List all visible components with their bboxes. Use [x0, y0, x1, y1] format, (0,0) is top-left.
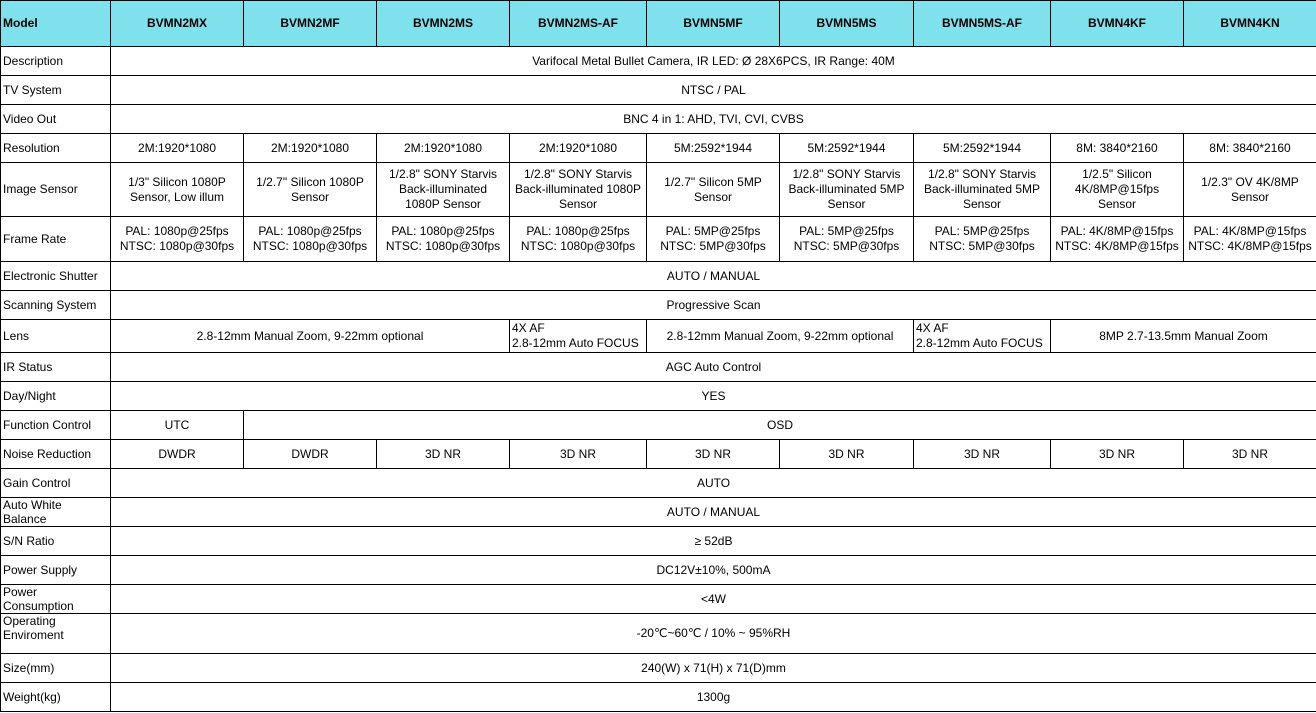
frame-rate-ntsc: NTSC: 1080p@30fps: [119, 239, 235, 253]
sensor-line: 1/2.7" Silicon 5MP: [664, 174, 762, 189]
image-sensor-value: [1184, 163, 1316, 217]
size-value: 240(W) x 71(H) x 71(D)mm: [111, 654, 1316, 683]
scanning-system-value: Progressive Scan: [111, 291, 1316, 320]
sensor-line: Sensor: [1097, 197, 1137, 211]
frame-rate-pal: PAL: 1080p@25fps: [391, 224, 495, 238]
frame-rate-ntsc: NTSC: 5MP@30fps: [660, 239, 766, 253]
size-row: [1, 654, 1316, 683]
noise-reduction-value: 3D NR: [914, 440, 1051, 469]
noise-reduction-value: 3D NR: [377, 440, 510, 469]
sensor-line: 4K/8MP@15fps: [1074, 182, 1160, 196]
sensor-line: 1/2.8" SONY Starvis: [388, 167, 498, 181]
frame-rate-value: [1184, 217, 1316, 262]
noise-reduction-value: 3D NR: [647, 440, 780, 469]
electronic-shutter-row: [1, 262, 1316, 291]
awb-value: AUTO / MANUAL: [111, 498, 1316, 527]
sensor-line: Back-illuminated 5MP: [923, 182, 1041, 196]
row-label-electronic-shutter: Electronic Shutter: [1, 262, 111, 291]
sensor-line: 1/2.8" SONY Starvis: [927, 167, 1037, 181]
frame-rate-ntsc: NTSC: 1080p@30fps: [252, 239, 368, 253]
noise-reduction-value: DWDR: [244, 440, 377, 469]
model-name: BVMN5MS-AF: [914, 1, 1051, 47]
resolution-value: 2M:1920*1080: [244, 134, 377, 163]
resolution-value: 8M: 3840*2160: [1051, 134, 1184, 163]
resolution-value: 5M:2592*1944: [780, 134, 914, 163]
model-name: BVMN4KF: [1051, 1, 1184, 47]
lens-af-line: 2.8-12mm Auto FOCUS: [916, 336, 1043, 350]
row-label-image-sensor: Image Sensor: [1, 163, 111, 217]
noise-reduction-value: 3D NR: [1051, 440, 1184, 469]
label-line: Consumption: [3, 599, 74, 613]
scanning-system-row: [1, 291, 1316, 320]
image-sensor-value: [377, 163, 510, 217]
row-label-scanning-system: Scanning System: [1, 291, 111, 320]
row-label-function-control: Function Control: [1, 411, 111, 440]
function-control-row: [1, 411, 1316, 440]
row-label-sn-ratio: S/N Ratio: [1, 527, 111, 556]
lens-af-2m: [510, 320, 647, 353]
model-name: BVMN2MS: [377, 1, 510, 47]
sensor-line: Back-illuminated 5MP: [788, 182, 905, 196]
sensor-line: 1/2.7" Silicon 1080P: [256, 174, 364, 189]
lens-af-line: 4X AF: [512, 321, 545, 335]
row-label-operating: [1, 614, 111, 654]
power-consumption-row: [1, 585, 1316, 614]
lens-manual-5m: 2.8-12mm Manual Zoom, 9-22mm optional: [647, 320, 914, 353]
sensor-line: Sensor: [962, 197, 1002, 211]
resolution-value: 8M: 3840*2160: [1184, 134, 1316, 163]
sensor-line: Back-illuminated: [398, 182, 488, 196]
model-header-row: [1, 1, 1316, 47]
description-value: Varifocal Metal Bullet Camera, IR LED: Ø 28X6PCS, IR Range: 40M: [111, 47, 1316, 76]
operating-value: -20℃~60℃ / 10% ~ 95%RH: [111, 614, 1316, 654]
lens-af-line: 2.8-12mm Auto FOCUS: [512, 336, 639, 350]
lens-manual-2m: 2.8-12mm Manual Zoom, 9-22mm optional: [111, 320, 510, 353]
frame-rate-ntsc: NTSC: 5MP@30fps: [929, 239, 1035, 253]
sensor-line: 1/2.5" Silicon: [1082, 167, 1152, 181]
row-label-noise-reduction: Noise Reduction: [1, 440, 111, 469]
label-line: Auto White: [3, 498, 62, 512]
operating-row: [1, 614, 1316, 654]
model-name: BVMN2MS-AF: [510, 1, 647, 47]
frame-rate-row: [1, 217, 1316, 262]
frame-rate-ntsc: NTSC: 4K/8MP@15fps: [1055, 239, 1179, 253]
electronic-shutter-value: AUTO / MANUAL: [111, 262, 1316, 291]
sensor-line: Sensor: [1230, 189, 1270, 204]
lens-af-5m: [914, 320, 1051, 353]
row-label-day-night: Day/Night: [1, 382, 111, 411]
sensor-line: Sensor: [290, 189, 330, 204]
label-line: Operating: [3, 614, 56, 628]
sensor-line: Sensor: [693, 189, 733, 204]
function-control-osd: OSD: [244, 411, 1316, 440]
resolution-value: 5M:2592*1944: [914, 134, 1051, 163]
frame-rate-value: [914, 217, 1051, 262]
model-name: BVMN5MF: [647, 1, 780, 47]
lens-manual-8m: 8MP 2.7-13.5mm Manual Zoom: [1051, 320, 1316, 353]
sensor-line: Sensor: [827, 197, 866, 211]
row-label-gain-control: Gain Control: [1, 469, 111, 498]
label-line: Power: [3, 585, 38, 599]
model-name: BVMN5MS: [780, 1, 914, 47]
sensor-line: Sensor: [558, 197, 598, 211]
noise-reduction-value: 3D NR: [510, 440, 647, 469]
image-sensor-value: [244, 163, 377, 217]
frame-rate-value: [510, 217, 647, 262]
lens-row: [1, 320, 1316, 353]
sn-ratio-value: ≥ 52dB: [111, 527, 1316, 556]
frame-rate-pal: PAL: 1080p@25fps: [258, 224, 362, 238]
resolution-value: 2M:1920*1080: [111, 134, 244, 163]
frame-rate-value: [377, 217, 510, 262]
frame-rate-pal: PAL: 1080p@25fps: [125, 224, 229, 238]
sensor-line: Sensor, Low illum: [129, 189, 225, 204]
day-night-value: YES: [111, 382, 1316, 411]
frame-rate-pal: PAL: 4K/8MP@15fps: [1060, 224, 1174, 238]
tv-system-row: [1, 76, 1316, 105]
row-label-power-supply: Power Supply: [1, 556, 111, 585]
power-supply-value: DC12V±10%, 500mA: [111, 556, 1316, 585]
label-line: Balance: [3, 512, 47, 526]
image-sensor-value: [780, 163, 914, 217]
frame-rate-pal: PAL: 1080p@25fps: [526, 224, 630, 238]
sensor-line: 1/2.8" SONY Starvis: [523, 167, 633, 181]
ir-status-value: AGC Auto Control: [111, 353, 1316, 382]
sensor-line: 1/2.8" SONY Starvis: [792, 167, 901, 181]
awb-row: [1, 498, 1316, 527]
frame-rate-value: [647, 217, 780, 262]
row-label-frame-rate: Frame Rate: [1, 217, 111, 262]
image-sensor-value: [647, 163, 780, 217]
day-night-row: [1, 382, 1316, 411]
row-label-awb: [1, 498, 111, 527]
frame-rate-ntsc: NTSC: 5MP@30fps: [793, 239, 900, 253]
tv-system-value: NTSC / PAL: [111, 76, 1316, 105]
lens-af-line: 4X AF: [916, 321, 949, 335]
sensor-line: 1/2.3" OV 4K/8MP: [1201, 174, 1299, 189]
resolution-row: [1, 134, 1316, 163]
video-out-row: [1, 105, 1316, 134]
model-name: BVMN2MX: [111, 1, 244, 47]
label-line: Enviroment: [3, 628, 64, 642]
row-label-description: Description: [1, 47, 111, 76]
weight-value: 1300g: [111, 683, 1316, 712]
model-name: BVMN4KN: [1184, 1, 1316, 47]
frame-rate-pal: PAL: 5MP@25fps: [934, 224, 1030, 238]
frame-rate-value: [111, 217, 244, 262]
sensor-line: 1080P Sensor: [405, 197, 481, 211]
row-label-ir-status: IR Status: [1, 353, 111, 382]
noise-reduction-value: 3D NR: [780, 440, 914, 469]
frame-rate-value: [244, 217, 377, 262]
image-sensor-value: [510, 163, 647, 217]
sensor-line: Back-illuminated 1080P: [514, 182, 642, 196]
ir-status-row: [1, 353, 1316, 382]
row-label-resolution: Resolution: [1, 134, 111, 163]
model-name: BVMN2MF: [244, 1, 377, 47]
frame-rate-ntsc: NTSC: 4K/8MP@15fps: [1188, 239, 1312, 253]
noise-reduction-value: 3D NR: [1184, 440, 1316, 469]
row-label-model: Model: [1, 1, 111, 47]
frame-rate-ntsc: NTSC: 1080p@30fps: [520, 239, 636, 253]
frame-rate-value: [1051, 217, 1184, 262]
row-label-weight: Weight(kg): [1, 683, 111, 712]
frame-rate-pal: PAL: 5MP@25fps: [799, 224, 894, 238]
resolution-value: 5M:2592*1944: [647, 134, 780, 163]
row-label-tv-system: TV System: [1, 76, 111, 105]
frame-rate-value: [780, 217, 914, 262]
power-supply-row: [1, 556, 1316, 585]
image-sensor-value: [914, 163, 1051, 217]
resolution-value: 2M:1920*1080: [510, 134, 647, 163]
gain-control-value: AUTO: [111, 469, 1316, 498]
frame-rate-pal: PAL: 4K/8MP@15fps: [1193, 224, 1307, 238]
row-label-power-consumption: [1, 585, 111, 614]
image-sensor-value: [1051, 163, 1184, 217]
weight-row: [1, 683, 1316, 712]
frame-rate-pal: PAL: 5MP@25fps: [665, 224, 761, 238]
image-sensor-row: [1, 163, 1316, 217]
power-consumption-value: <4W: [111, 585, 1316, 614]
description-row: [1, 47, 1316, 76]
row-label-size: Size(mm): [1, 654, 111, 683]
image-sensor-value: [111, 163, 244, 217]
sn-ratio-row: [1, 527, 1316, 556]
sensor-line: 1/3" Silicon 1080P: [128, 174, 226, 189]
frame-rate-ntsc: NTSC: 1080p@30fps: [385, 239, 501, 253]
row-label-video-out: Video Out: [1, 105, 111, 134]
noise-reduction-value: DWDR: [111, 440, 244, 469]
row-label-lens: Lens: [1, 320, 111, 353]
video-out-value: BNC 4 in 1: AHD, TVI, CVI, CVBS: [111, 105, 1316, 134]
noise-reduction-row: [1, 440, 1316, 469]
resolution-value: 2M:1920*1080: [377, 134, 510, 163]
function-control-utc: UTC: [111, 411, 244, 440]
gain-control-row: [1, 469, 1316, 498]
